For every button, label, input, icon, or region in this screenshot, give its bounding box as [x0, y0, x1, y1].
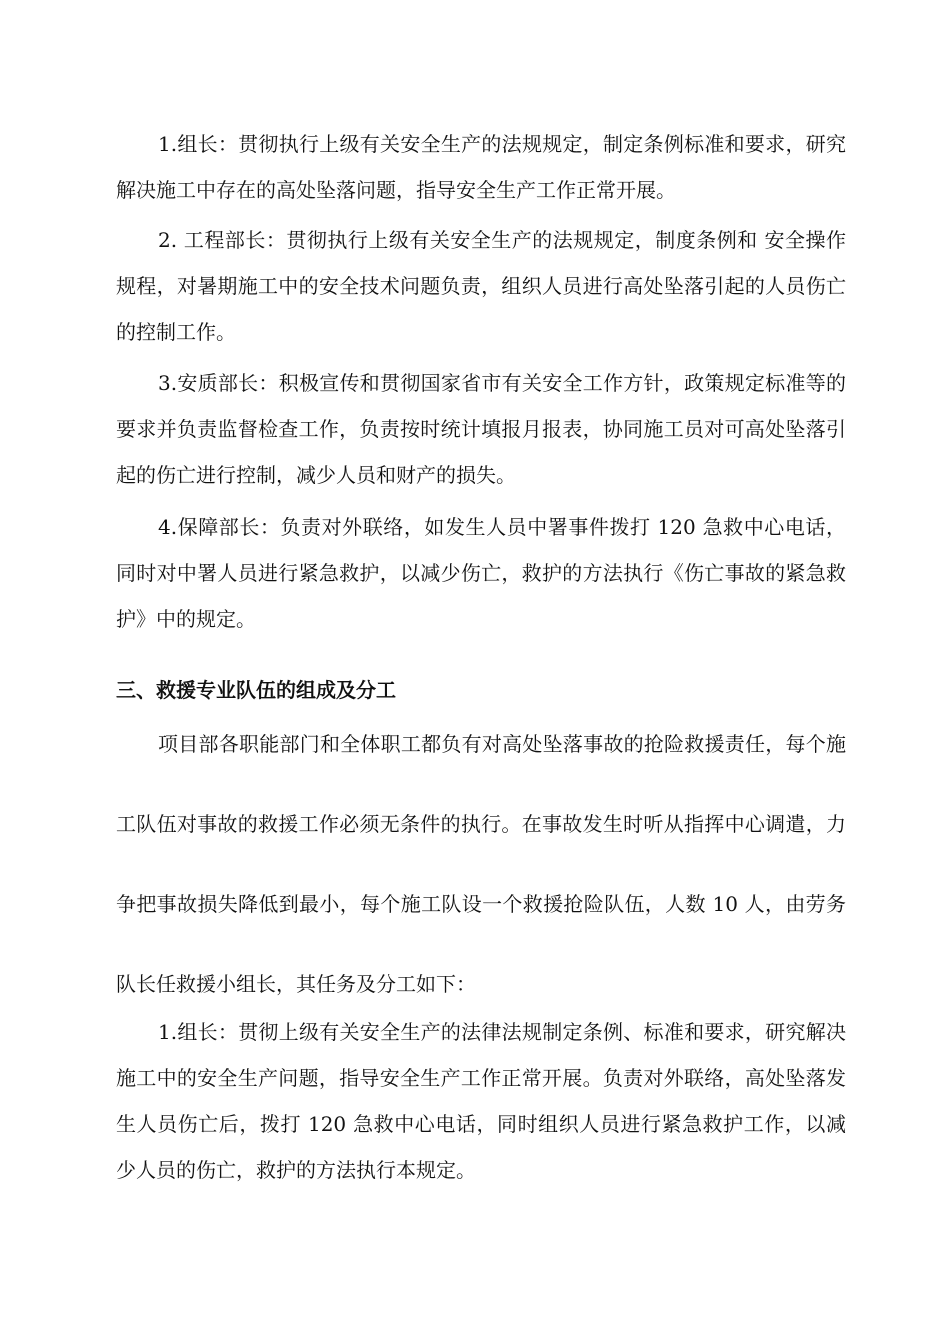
paragraph-team-leader: 1.组长：贯彻执行上级有关安全生产的法规规定，制定条例标准和要求，研究解决施工中存在的高处坠落问题，指导安全生产工作正常开展。 — [116, 132, 846, 202]
paragraph-support-head: 4.保障部长：负责对外联络，如发生人员中署事件拨打 120 急救中心电话，同时对中署人员进行紧急救护，以减少伤亡，救护的方法执行《伤亡事故的紧急救护》中的规定。 — [116, 515, 846, 631]
section-intro-paragraph: 项目部各职能部门和全体职工都负有对高处坠落事故的抢险救援责任，每个施工队伍对事故的救援工作必须无条件的执行。在事故发生时听从指挥中心调遣，力争把事故损失降低到最小，每个施工队设一个救援抢险队伍，人数 10 人，由劳务队长任救援小组长，其任务及分工如下： — [116, 732, 846, 996]
paragraph-quality-head: 3.安质部长：积极宣传和贯彻国家省市有关安全工作方针，政策规定标准等的要求并负责监督检查工作，负责按时统计填报月报表，协同施工员对可高处坠落引起的伤亡进行控制，减少人员和财产的损失。 — [116, 371, 846, 487]
paragraph-engineering-head: 2. 工程部长：贯彻执行上级有关安全生产的法规规定，制度条例和 安全操作规程，对暑期施工中的安全技术问题负责，组织人员进行高处坠落引起的人员伤亡的控制工作。 — [116, 228, 846, 344]
section-item-team-leader: 1.组长：贯彻上级有关安全生产的法律法规制定条例、标准和要求，研究解决施工中的安全生产问题，指导安全生产工作正常开展。负责对外联络，高处坠落发生人员伤亡后，拨打 120 急救中心电话，同时组织人员进行紧急救护工作，以减少人员的伤亡，救护的方法执行本规定。 — [116, 1020, 846, 1182]
section-heading: 三、救援专业队伍的组成及分工 — [116, 678, 396, 702]
